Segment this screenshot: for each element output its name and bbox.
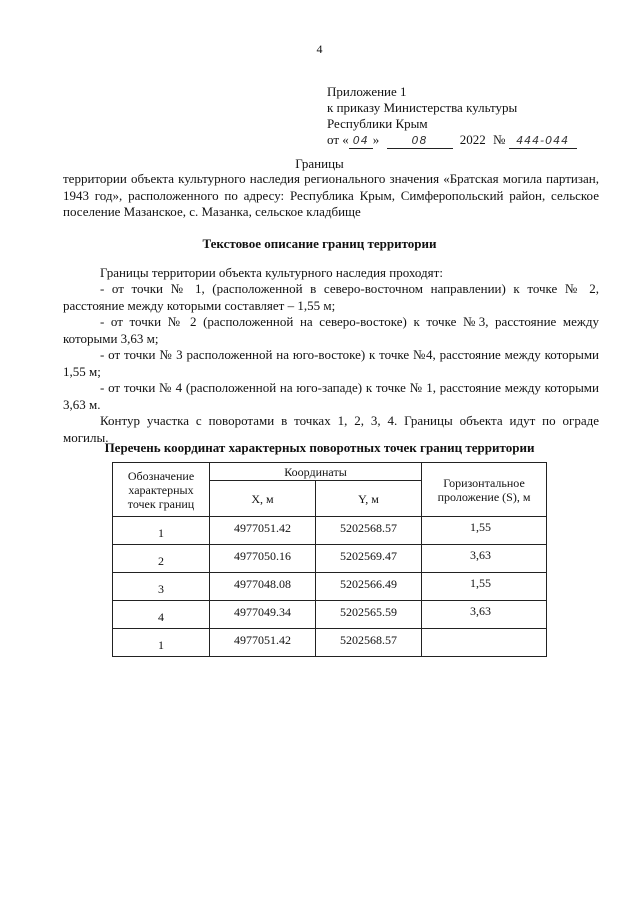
cell-x: 4977049.34: [210, 601, 316, 629]
appendix-date-line: [327, 132, 577, 149]
table-row: [113, 517, 547, 545]
cell-distance: 3,63: [422, 545, 547, 573]
cell-point: 1: [113, 629, 210, 657]
number-sign: №: [493, 132, 506, 147]
header-y: Y, м: [316, 481, 422, 517]
header-coordinates: Координаты: [210, 463, 422, 481]
appendix-line-2: к приказу Министерства культуры: [327, 100, 518, 115]
section-heading-text-description: Текстовое описание границ территории: [202, 236, 437, 251]
desc-line-9: 3,63 м.: [63, 397, 101, 412]
order-number: 444-044: [509, 134, 577, 149]
cell-distance: 3,63: [422, 601, 547, 629]
desc-line-11: могилы.: [63, 430, 109, 445]
date-prefix: от «: [327, 132, 349, 147]
cell-point: 1: [113, 517, 210, 545]
date-mid: »: [372, 132, 380, 147]
desc-line-2: - от точки № 1, (расположенной в северо-восточном направлении) к точке № 2,: [100, 281, 599, 296]
cell-x: 4977051.42: [210, 517, 316, 545]
date-month: 08: [387, 134, 453, 149]
cell-distance: 1,55: [422, 517, 547, 545]
desc-line-3: расстояние между которыми составляет – 1,55 м;: [63, 298, 336, 313]
cell-y: 5202569.47: [316, 545, 422, 573]
header-x: X, м: [210, 481, 316, 517]
desc-line-5: которыми 3,63 м;: [63, 331, 159, 346]
document-title: Границы: [295, 156, 344, 171]
cell-x: 4977050.16: [210, 545, 316, 573]
table-row: [113, 601, 547, 629]
cell-point: 4: [113, 601, 210, 629]
desc-line-7: 1,55 м;: [63, 364, 101, 379]
section-heading-coordinates: Перечень координат характерных поворотных точек границ территории: [104, 440, 535, 455]
header-horizontal-distance: Горизонтальное проложение (S), м: [422, 463, 547, 517]
cell-distance: 1,55: [422, 573, 547, 601]
desc-line-1: Границы территории объекта культурного наследия проходят:: [100, 265, 443, 280]
cell-y: 5202568.57: [316, 517, 422, 545]
cell-x: 4977048.08: [210, 573, 316, 601]
cell-distance: [422, 629, 547, 657]
cell-y: 5202568.57: [316, 629, 422, 657]
desc-line-10: Контур участка с поворотами в точках 1, 2, 3, 4. Границы объекта идут по ограде: [100, 413, 599, 428]
page-number: 4: [316, 42, 323, 56]
desc-line-4: - от точки № 2 (расположенной на северо-востоке) к точке №3, расстояние между: [100, 314, 599, 329]
cell-y: 5202566.49: [316, 573, 422, 601]
cell-point: 2: [113, 545, 210, 573]
coordinates-table: [112, 462, 547, 657]
date-year: 2022: [459, 132, 486, 147]
cell-point: 3: [113, 573, 210, 601]
table-row: [113, 545, 547, 573]
appendix-line-3: Республики Крым: [327, 116, 428, 131]
header-point-designation: Обозначение характерных точек границ: [113, 463, 210, 517]
cell-y: 5202565.59: [316, 601, 422, 629]
desc-line-6: - от точки № 3 расположенной на юго-востоке) к точке №4, расстояние между которыми: [100, 347, 599, 362]
desc-line-8: - от точки № 4 (расположенной на юго-западе) к точке № 1, расстояние между которыми: [100, 380, 599, 395]
appendix-header: [327, 84, 577, 149]
table-header-row-1: [113, 463, 547, 481]
appendix-line-1: Приложение 1: [327, 84, 407, 99]
title-description: территории объекта культурного наследия регионального значения «Братская могила партизан, 1943 год», расположенного по адресу: Республика Крым, Симферопольский район, сельское поселение Мазанское, с. Мазанка, сельское кладбище: [63, 171, 599, 219]
table-row: [113, 629, 547, 657]
date-day: 04: [349, 134, 373, 149]
table-row: [113, 573, 547, 601]
cell-x: 4977051.42: [210, 629, 316, 657]
